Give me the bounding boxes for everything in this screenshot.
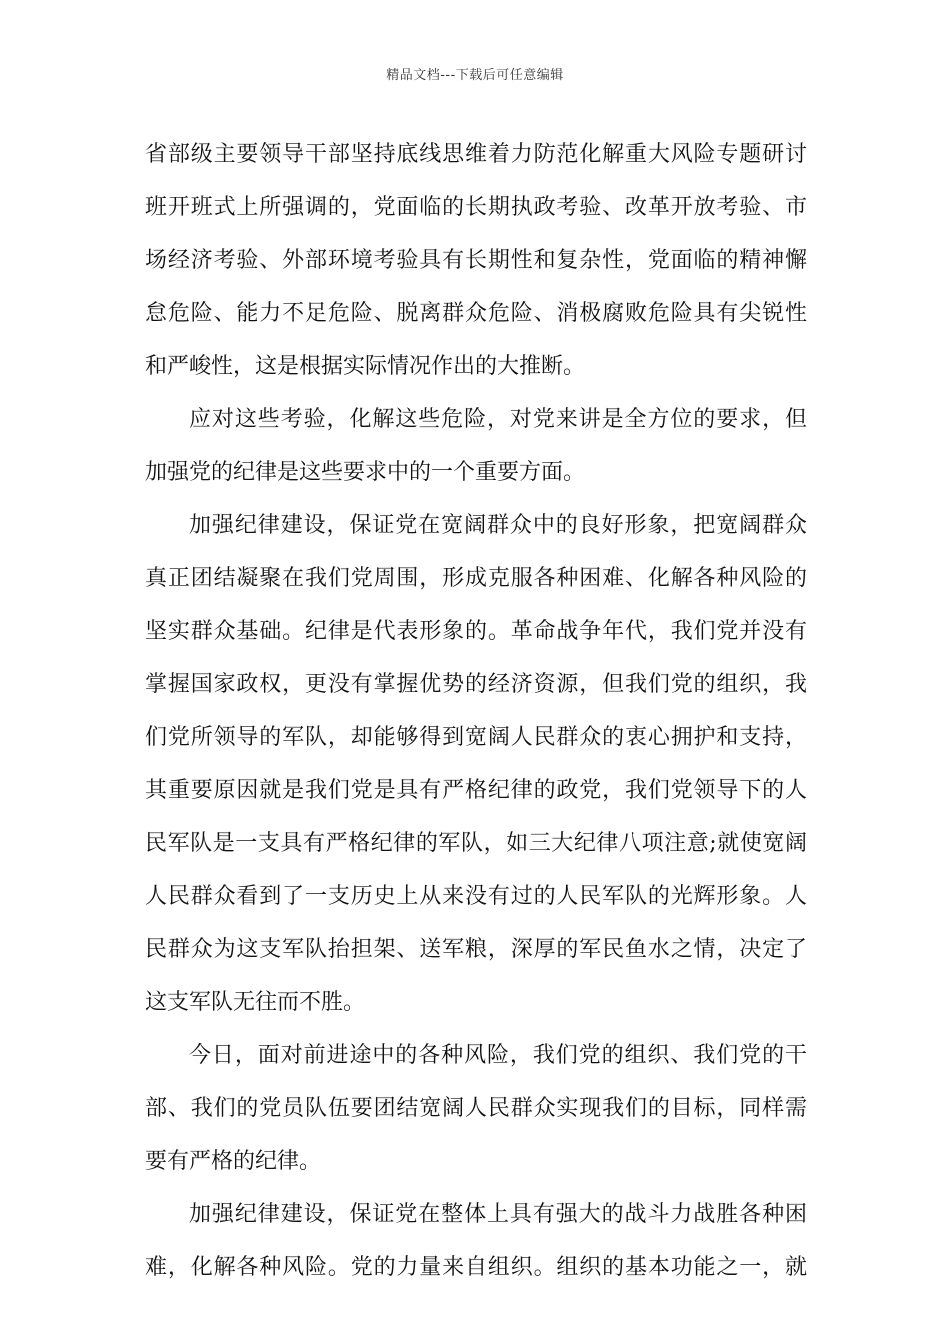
text-line: 省部级主要领导干部坚持底线思维着力防范化解重大风险专题研讨 bbox=[145, 142, 807, 167]
paragraph bbox=[145, 1188, 807, 1294]
paragraph bbox=[145, 393, 807, 499]
document-body bbox=[145, 128, 807, 1294]
page-header: 精品文档---下载后可任意编辑 bbox=[386, 68, 564, 83]
text-line: 这支军队无往而不胜。 bbox=[145, 990, 366, 1015]
text-line: 部、我们的党员队伍要团结宽阔人民群众实现我们的目标，同样需 bbox=[145, 1096, 807, 1121]
paragraph bbox=[145, 1029, 807, 1188]
text-line: 和严峻性，这是根据实际情况作出的大推断。 bbox=[145, 354, 586, 379]
text-line: 民群众为这支军队抬担架、送军粮，深厚的军民鱼水之情，决定了 bbox=[145, 937, 807, 962]
text-line: 加强纪律建设，保证党在宽阔群众中的良好形象，把宽阔群众 bbox=[189, 513, 807, 538]
text-line: 民军队是一支具有严格纪律的军队，如三大纪律八项注意;就使宽阔 bbox=[145, 831, 807, 856]
text-line: 其重要原因就是我们党是具有严格纪律的政党，我们党领导下的人 bbox=[145, 778, 807, 803]
text-line: 加强党的纪律是这些要求中的一个重要方面。 bbox=[145, 460, 586, 485]
text-line: 场经济考验、外部环境考验具有长期性和复杂性，党面临的精神懈 bbox=[145, 248, 807, 273]
text-line: 班开班式上所强调的，党面临的长期执政考验、改革开放考验、市 bbox=[145, 195, 807, 220]
text-line: 坚实群众基础。纪律是代表形象的。革命战争年代，我们党并没有 bbox=[145, 619, 807, 644]
text-line: 难，化解各种风险。党的力量来自组织。组织的基本功能之一，就 bbox=[145, 1255, 807, 1280]
text-line: 怠危险、能力不足危险、脱离群众危险、消极腐败危险具有尖锐性 bbox=[145, 301, 807, 326]
text-line: 加强纪律建设，保证党在整体上具有强大的战斗力战胜各种困 bbox=[189, 1202, 807, 1227]
text-line: 要有严格的纪律。 bbox=[145, 1149, 322, 1174]
text-line: 掌握国家政权，更没有掌握优势的经济资源，但我们党的组织，我 bbox=[145, 672, 807, 697]
text-line: 应对这些考验，化解这些危险，对党来讲是全方位的要求，但 bbox=[189, 407, 807, 432]
text-line: 人民群众看到了一支历史上从来没有过的人民军队的光辉形象。人 bbox=[145, 884, 807, 909]
paragraph bbox=[145, 128, 807, 393]
paragraph bbox=[145, 499, 807, 1029]
text-line: 们党所领导的军队，却能够得到宽阔人民群众的衷心拥护和支持， bbox=[145, 725, 807, 750]
text-line: 今日，面对前进途中的各种风险，我们党的组织、我们党的干 bbox=[189, 1043, 807, 1068]
text-line: 真正团结凝聚在我们党周围，形成克服各种困难、化解各种风险的 bbox=[145, 566, 807, 591]
